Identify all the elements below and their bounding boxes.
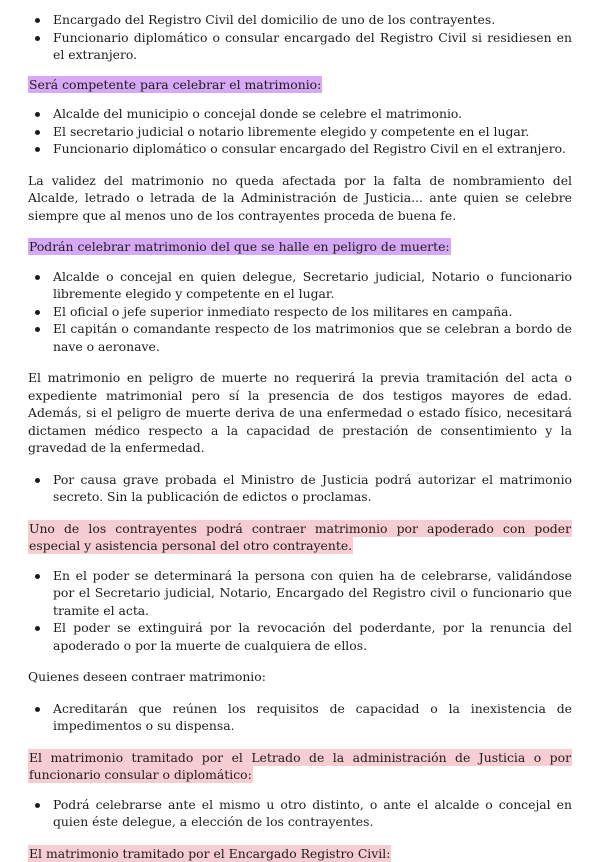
list-item: En el poder se determinará la persona con quien ha de celebrarse, validándose por el Secretario judicial, Notario, Encargado del Registro civil o funcionario que tramite el acta. xyxy=(28,567,572,620)
bullet-icon xyxy=(35,275,40,280)
list-item: Alcalde o concejal en quien delegue, Secretario judicial, Notario o funcionario libremente elegido y competente en el lugar. xyxy=(28,268,572,303)
bullet-icon xyxy=(35,130,40,135)
bullet-list-acreditaran xyxy=(28,700,572,735)
paragraph-validez: La validez del matrimonio no queda afectada por la falta de nombramiento del Alcalde, letrado o letrada de la Administración de Justicia... ante quien se celebre siempre que al menos uno de los contrayentes proceda de buena fe. xyxy=(28,172,572,225)
bullet-list-registro xyxy=(28,11,572,64)
list-item: El poder se extinguirá por la revocación del poderdante, por la renuncia del apoderado o por la muerte de cualquiera de ellos. xyxy=(28,619,572,654)
bullet-list-competente xyxy=(28,105,572,158)
heading-letrado: El matrimonio tramitado por el Letrado de la administración de Justicia o por funcionario consular o diplomático: xyxy=(28,749,572,784)
list-item: El capitán o comandante respecto de los matrimonios que se celebran a bordo de nave o aeronave. xyxy=(28,320,572,355)
list-item: El secretario judicial o notario libremente elegido y competente en el lugar. xyxy=(28,123,572,141)
bullet-icon xyxy=(35,147,40,152)
bullet-icon xyxy=(35,112,40,117)
bullet-icon xyxy=(35,327,40,332)
list-item: Funcionario diplomático o consular encargado del Registro Civil en el extranjero. xyxy=(28,140,572,158)
heading-peligro-muerte: Podrán celebrar matrimonio del que se halle en peligro de muerte: xyxy=(28,238,572,256)
bullet-icon xyxy=(35,478,40,483)
list-item: Encargado del Registro Civil del domicilio de uno de los contrayentes. xyxy=(28,11,572,29)
bullet-list-peligro-muerte xyxy=(28,268,572,356)
bullet-icon xyxy=(35,310,40,315)
heading-competente: Será competente para celebrar el matrimonio: xyxy=(28,76,572,94)
heading-apoderado: Uno de los contrayentes podrá contraer matrimonio por apoderado con poder especial y asistencia personal del otro contrayente. xyxy=(28,520,572,555)
list-item: Alcalde del municipio o concejal donde se celebre el matrimonio. xyxy=(28,105,572,123)
bullet-list-secreto xyxy=(28,471,572,506)
heading-encargado-registro: El matrimonio tramitado por el Encargado Registro Civil: xyxy=(28,845,572,862)
list-item: Funcionario diplomático o consular encargado del Registro Civil si residiesen en el extranjero. xyxy=(28,29,572,64)
list-item: El oficial o jefe superior inmediato respecto de los militares en campaña. xyxy=(28,303,572,321)
bullet-icon xyxy=(35,18,40,23)
list-item: Podrá celebrarse ante el mismo u otro distinto, o ante el alcalde o concejal en quien éste delegue, a elección de los contrayentes. xyxy=(28,796,572,831)
bullet-icon xyxy=(35,707,40,712)
list-item: Acreditarán que reúnen los requisitos de capacidad o la inexistencia de impedimentos o su dispensa. xyxy=(28,700,572,735)
bullet-list-celebrarse xyxy=(28,796,572,831)
list-item: Por causa grave probada el Ministro de Justicia podrá autorizar el matrimonio secreto. Sin la publicación de edictos o proclamas. xyxy=(28,471,572,506)
bullet-icon xyxy=(35,803,40,808)
paragraph-peligro-muerte: El matrimonio en peligro de muerte no requerirá la previa tramitación del acta o expediente matrimonial pero sí la presencia de dos testigos mayores de edad. Además, si el peligro de muerte deriva de una enfermedad o estado físico, necesitará dictamen médico respecto a la capacidad de prestación de consentimiento y la gravedad de la enfermedad. xyxy=(28,369,572,457)
paragraph-quienes: Quienes deseen contraer matrimonio: xyxy=(28,668,572,686)
bullet-icon xyxy=(35,574,40,579)
bullet-icon xyxy=(35,36,40,41)
bullet-list-poder xyxy=(28,567,572,655)
bullet-icon xyxy=(35,626,40,631)
